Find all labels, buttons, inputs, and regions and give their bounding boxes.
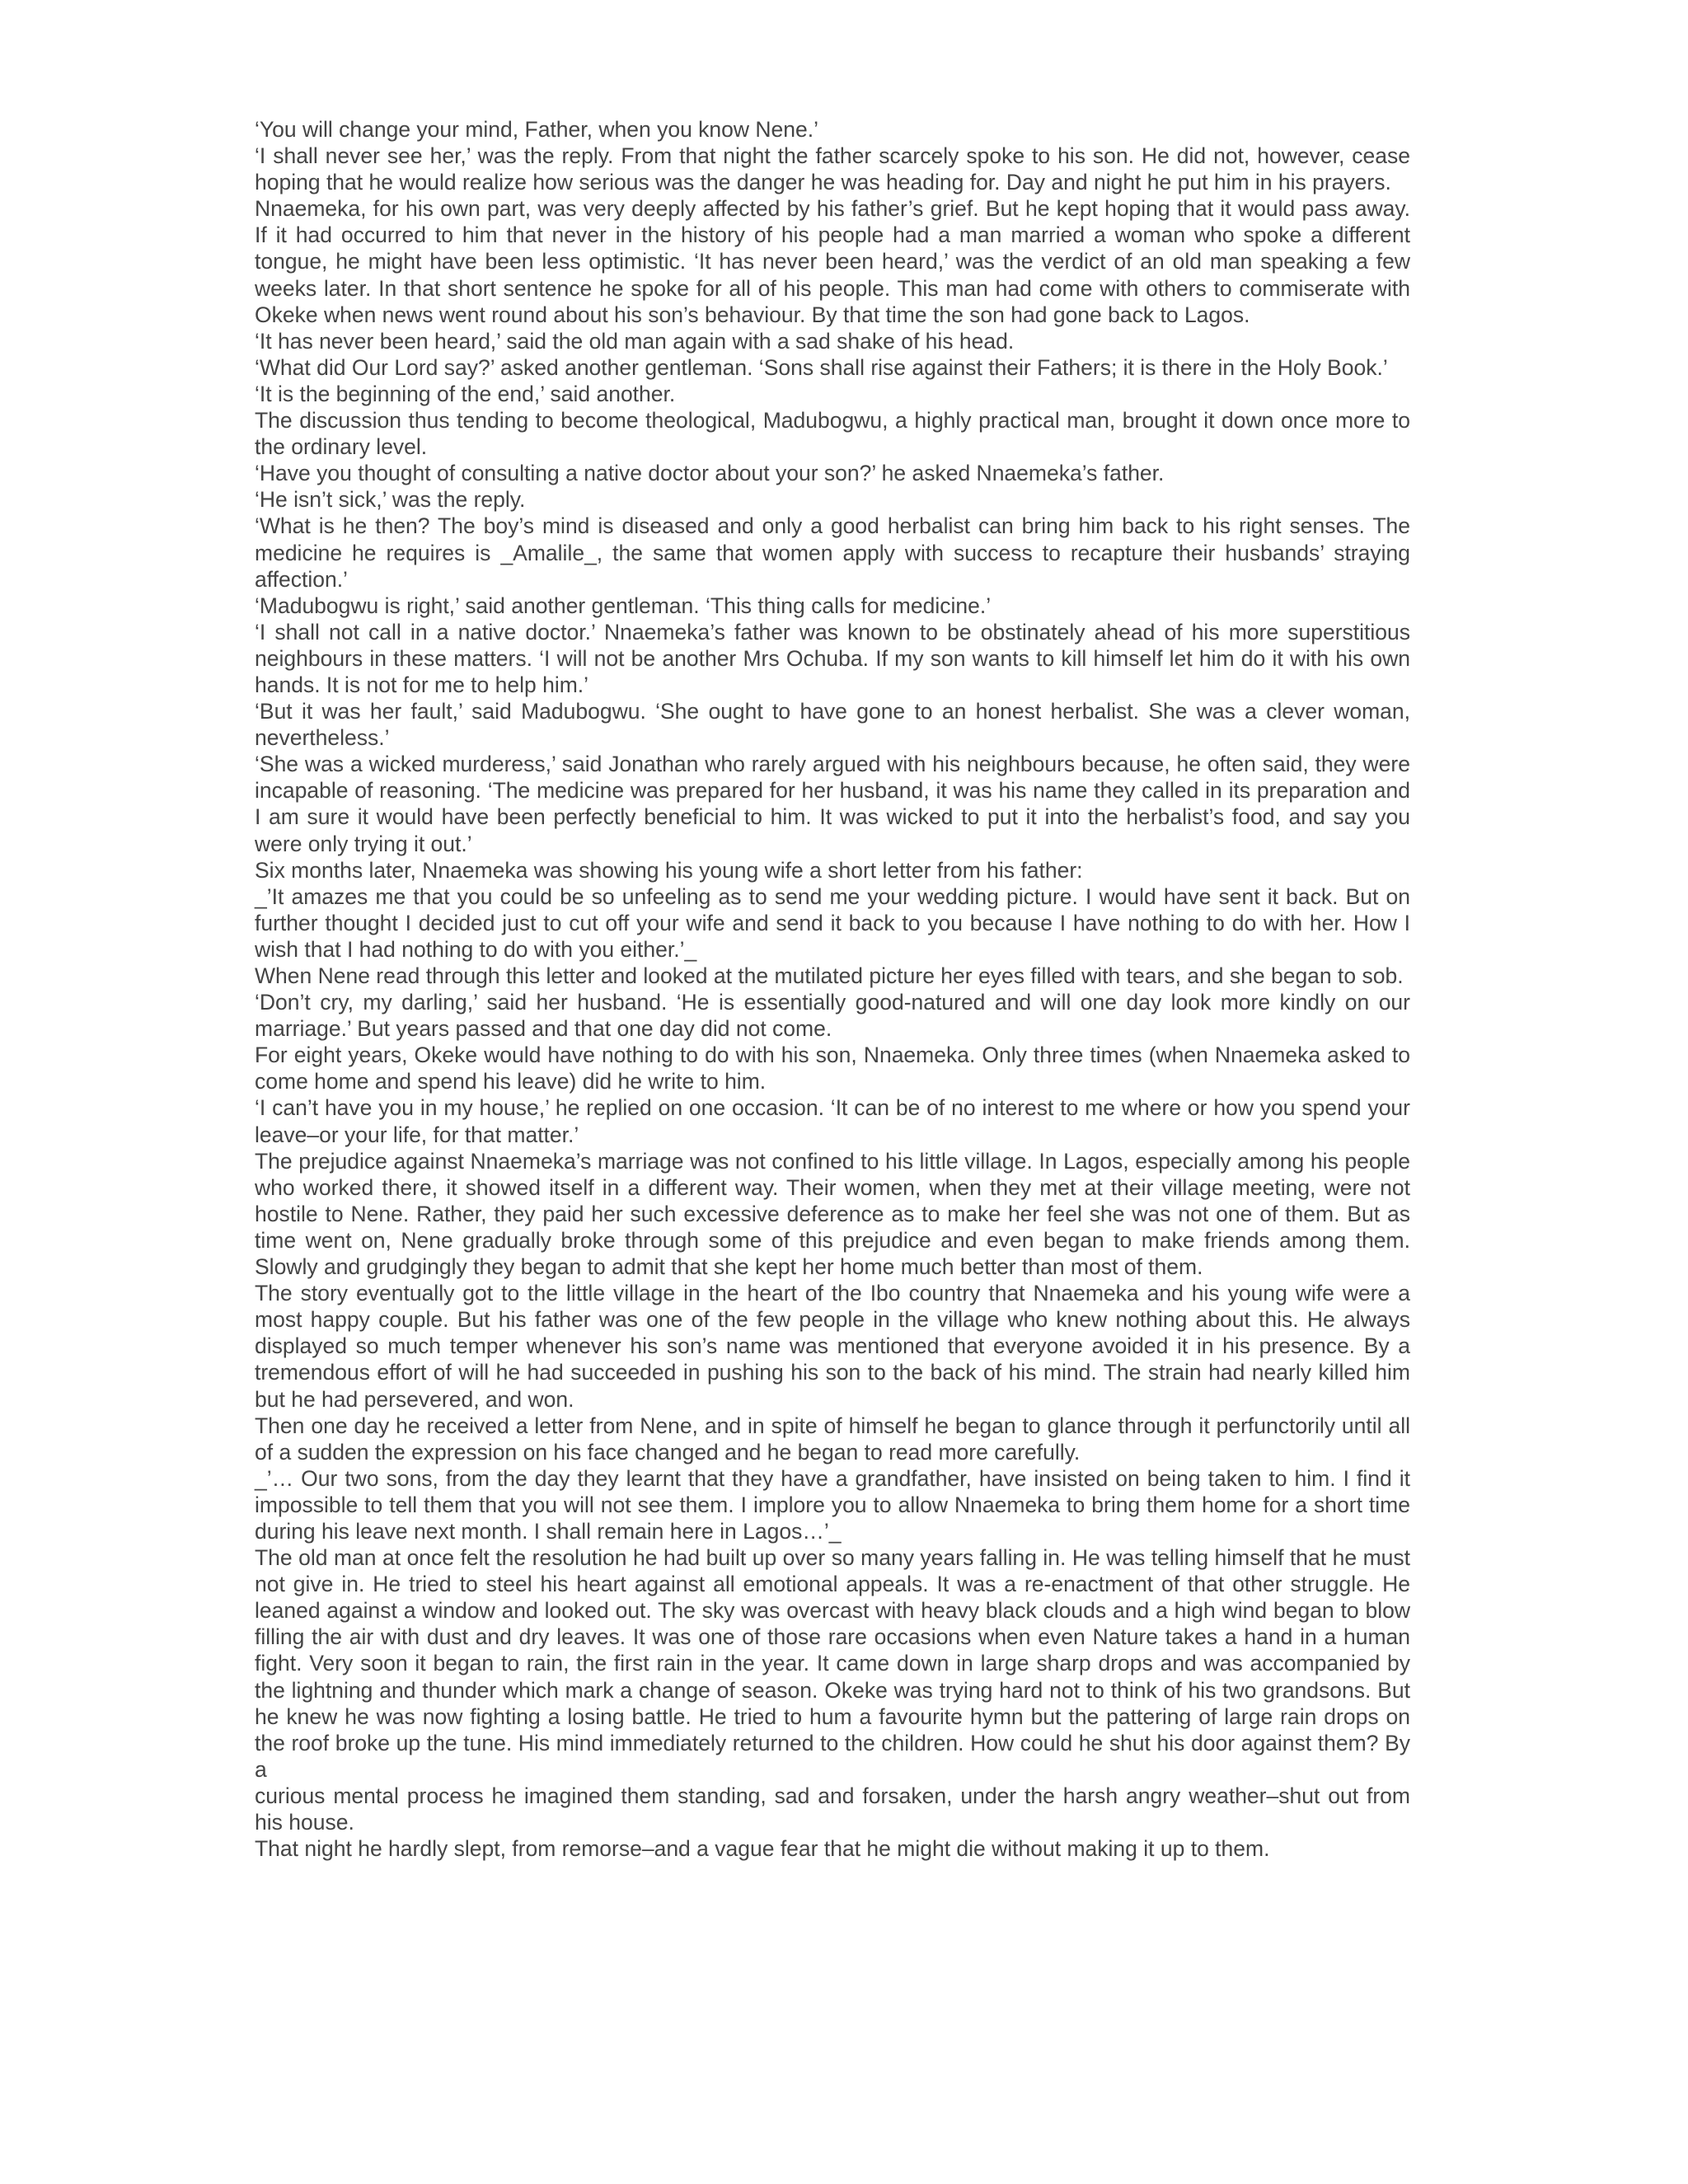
paragraph: ‘Have you thought of consulting a native doctor about your son?’ he asked Nnaemeka’s father. bbox=[255, 461, 1165, 486]
paragraph: ‘I shall never see her,’ was the reply. From that night the father scarcely spoke to his son. He did not, however, cease hoping that he would realize how serious was the danger he was heading for. Day and night he put him in his prayers. bbox=[255, 143, 1410, 195]
paragraph: ‘I can’t have you in my house,’ he replied on one occasion. ‘It can be of no interest to me where or how you spend your leave–or your life, for that matter.’ bbox=[255, 1095, 1410, 1147]
paragraph: ‘You will change your mind, Father, when you know Nene.’ bbox=[255, 117, 818, 142]
paragraph: The discussion thus tending to become theological, Madubogwu, a highly practical man, brought it down once more to the ordinary level. bbox=[255, 408, 1410, 460]
paragraph: ‘He isn’t sick,’ was the reply. bbox=[255, 487, 526, 513]
paragraph: For eight years, Okeke would have nothing to do with his son, Nnaemeka. Only three times (when Nnaemeka asked to come home and spend his leave) did he write to him. bbox=[255, 1043, 1410, 1094]
paragraph: ‘I shall not call in a native doctor.’ Nnaemeka’s father was known to be obstinately ahead of his more superstitious neighbours in these matters. ‘I will not be another Mrs Ochuba. If my son wants to kill himself let him do it with his own hands. It is not for me to help him.’ bbox=[255, 619, 1410, 697]
paragraph: ‘Don’t cry, my darling,’ said her husband. ‘He is essentially good-natured and will one day look more kindly on our marriage.’ But years passed and that one day did not come. bbox=[255, 990, 1410, 1042]
paragraph: The prejudice against Nnaemeka’s marriage was not confined to his little village. In Lagos, especially among his people who worked there, it showed itself in a different way. Their women, when they met at their village meeting, were not hostile to Nene. Rather, they paid her such excessive deference as to make her feel she was not one of them. But as time went on, Nene gradually broke through some of this prejudice and even began to make friends among them. Slowly and grudgingly they began to admit that she kept her home much better than most of them. bbox=[255, 1148, 1410, 1280]
paragraph: ‘It has never been heard,’ said the old man again with a sad shake of his head. bbox=[255, 328, 1015, 354]
paragraph: ‘But it was her fault,’ said Madubogwu. ‘She ought to have gone to an honest herbalist. She was a clever woman, nevertheless.’ bbox=[255, 699, 1410, 751]
paragraph: ‘She was a wicked murderess,’ said Jonathan who rarely argued with his neighbours because, he often said, they were incapable of reasoning. ‘The medicine was prepared for her husband, it was his name they called in its preparation and I am sure it would have been perfectly beneficial to him. It was wicked to put it into the herbalist’s food, and say you were only trying it out.’ bbox=[255, 752, 1410, 856]
letter-paragraph: _’It amazes me that you could be so unfeeling as to send me your wedding picture. I would have sent it back. But on further thought I decided just to cut off your wife and send it back to you because I have nothing to do with her. How I wish that I had nothing to do with you either.’_ bbox=[255, 883, 1410, 962]
letter-paragraph: _’… Our two sons, from the day they learnt that they have a grandfather, have insisted on being taken to him. I find it impossible to tell them that you will not see them. I implore you to allow Nnaemeka to bring them home for a short time during his leave next month. I shall remain here in Lagos…’_ bbox=[255, 1465, 1410, 1544]
paragraph: The story eventually got to the little village in the heart of the Ibo country that Nnaemeka and his young wife were a most happy couple. But his father was one of the few people in the village who knew nothing about this. He always displayed so much temper whenever his son’s name was mentioned that everyone avoided it in his presence. By a tremendous effort of will he had succeeded in pushing his son to the back of his mind. The strain had nearly killed him but he had persevered, and won. bbox=[255, 1281, 1410, 1412]
document-body bbox=[255, 116, 1410, 1862]
paragraph: ‘What did Our Lord say?’ asked another gentleman. ‘Sons shall rise against their Fathers; it is there in the Holy Book.’ bbox=[255, 354, 1388, 380]
paragraph: The old man at once felt the resolution he had built up over so many years falling in. He was telling himself that he must not give in. He tried to steel his heart against all emotional appeals. It was a re-enactment of that other struggle. He leaned against a window and looked out. The sky was overcast with heavy black clouds and a high wind began to blow filling the air with dust and dry leaves. It was one of those rare occasions when even Nature takes a hand in a human fight. Very soon it began to rain, the first rain in the year. It came down in large sharp drops and was accompanied by the lightning and thunder which mark a change of season. Okeke was trying hard not to think of his two grandsons. But he knew he was now fighting a losing battle. He tried to hum a favourite hymn but the pattering of large rain drops on the roof broke up the tune. His mind immediately returned to the children. How could he shut his door against them? By a bbox=[255, 1545, 1410, 1782]
paragraph: ‘Madubogwu is right,’ said another gentleman. ‘This thing calls for medicine.’ bbox=[255, 593, 992, 618]
paragraph: curious mental process he imagined them standing, sad and forsaken, under the harsh angry weather–shut out from his house. bbox=[255, 1783, 1410, 1835]
paragraph: Then one day he received a letter from Nene, and in spite of himself he began to glance through it perfunctorily until all of a sudden the expression on his face changed and he began to read more carefully. bbox=[255, 1413, 1410, 1465]
paragraph: ‘What is he then? The boy’s mind is diseased and only a good herbalist can bring him back to his right senses. The medicine he requires is _Amalile_, the same that women apply with success to recapture their husbands’ straying affection.’ bbox=[255, 513, 1410, 592]
paragraph: When Nene read through this letter and looked at the mutilated picture her eyes filled with tears, and she began to sob. bbox=[255, 963, 1404, 988]
paragraph: That night he hardly slept, from remorse–and a vague fear that he might die without making it up to them. bbox=[255, 1836, 1270, 1862]
paragraph: ‘It is the beginning of the end,’ said another. bbox=[255, 381, 676, 406]
paragraph: Six months later, Nnaemeka was showing his young wife a short letter from his father: bbox=[255, 857, 1083, 883]
paragraph: Nnaemeka, for his own part, was very deeply affected by his father’s grief. But he kept hoping that it would pass away. If it had occurred to him that never in the history of his people had a man married a woman who spoke a different tongue, he might have been less optimistic. ‘It has never been heard,’ was the verdict of an old man speaking a few weeks later. In that short sentence he spoke for all of his people. This man had come with others to commiserate with Okeke when news went round about his son’s behaviour. By that time the son had gone back to Lagos. bbox=[255, 196, 1410, 327]
